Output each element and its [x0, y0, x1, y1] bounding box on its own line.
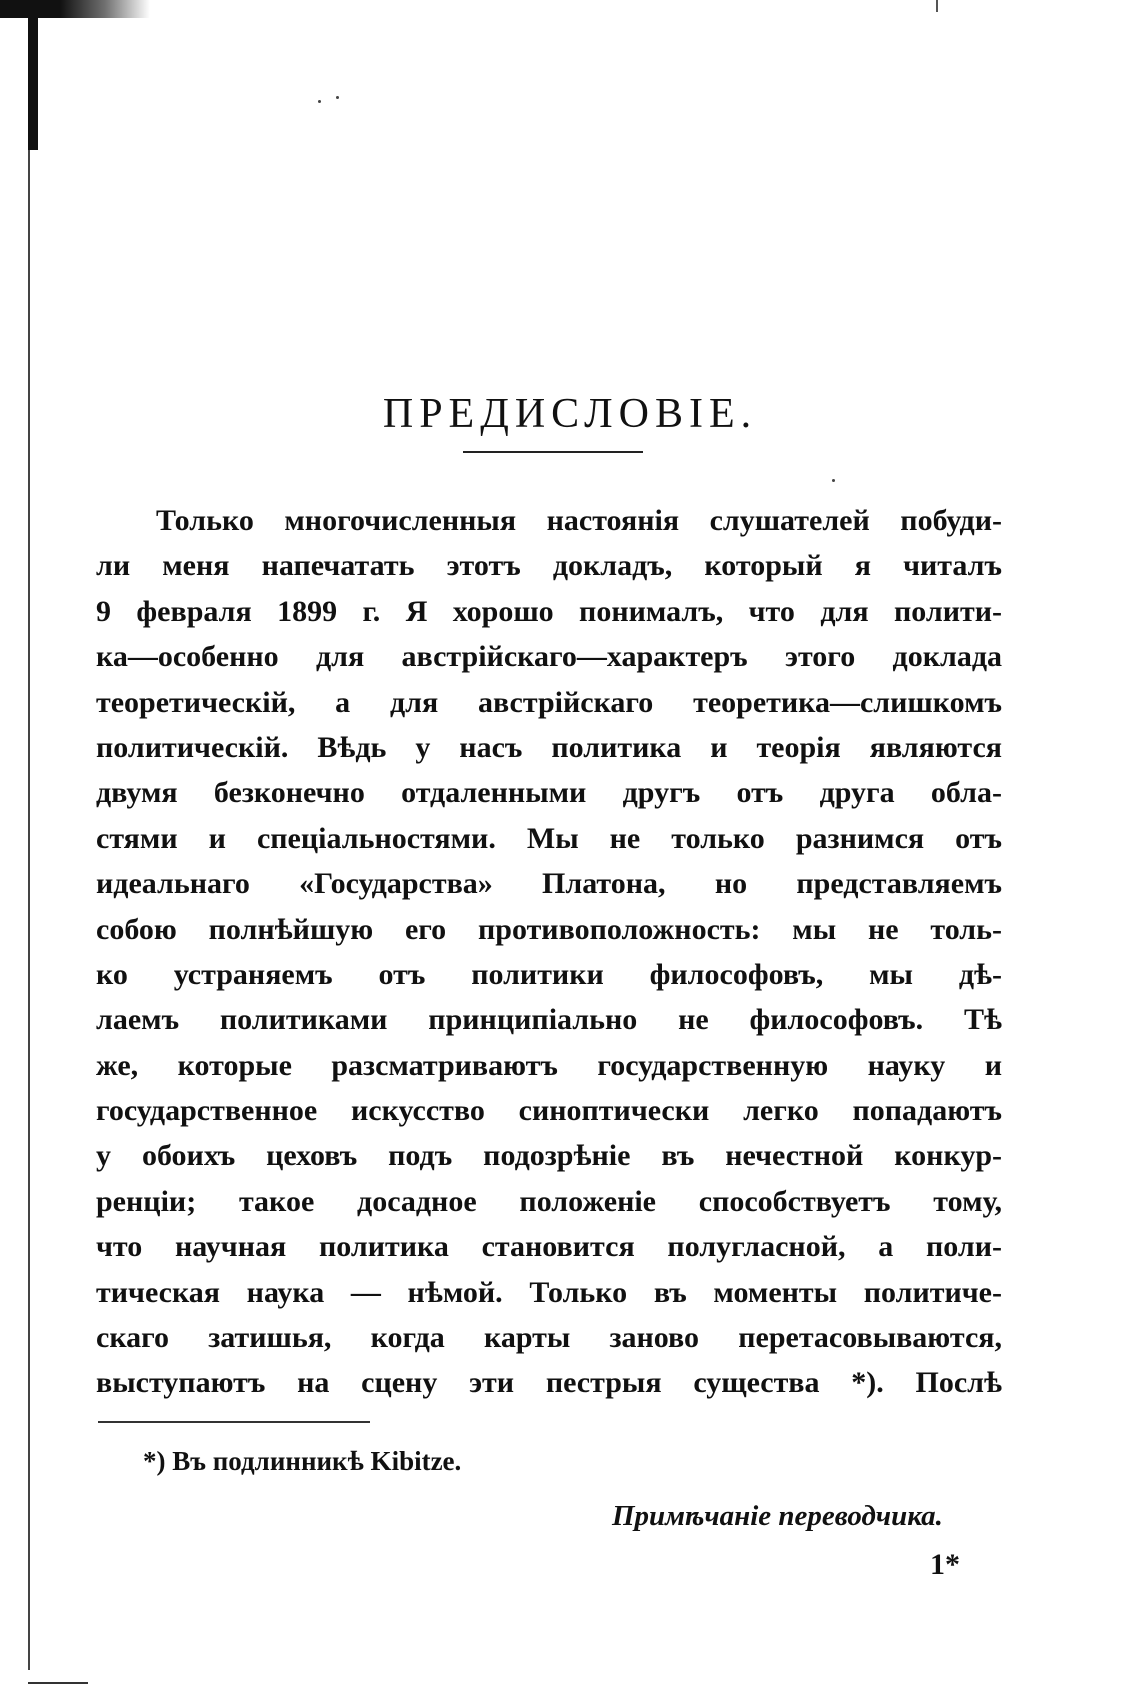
text-line: государственное искусство синоптически легко попадаютъ [96, 1094, 1002, 1128]
text-line: теоретическій, а для австрійскаго теоретика—слишкомъ [96, 685, 1002, 719]
scan-speck [336, 96, 339, 99]
page-title: ПРЕДИСЛОВІЕ. [382, 391, 758, 438]
page-signature: 1* [930, 1548, 960, 1581]
scan-edge-artifact [28, 10, 38, 150]
footnote: *) Въ подлинникѣ Kibitze. [143, 1446, 462, 1476]
text-line: у обоихъ цеховъ подъ подозрѣніе въ нечестной конкур- [96, 1139, 1002, 1173]
text-line: ка—особенно для австрійскаго—характеръ этого доклада [96, 640, 1002, 674]
text-line: ли меня напечатать этотъ докладъ, который я читалъ [96, 549, 1002, 583]
scan-edge-artifact [28, 1682, 88, 1684]
title-rule [463, 451, 643, 453]
text-line: ко устраняемъ отъ политики философовъ, мы дѣ- [96, 957, 1002, 991]
text-line: идеальнаго «Государства» Платона, но представляемъ [96, 867, 1002, 901]
text-line: ренціи; такое досадное положеніе способствуетъ тому, [96, 1184, 1002, 1218]
text-line: 9 февраля 1899 г. Я хорошо понималъ, что для полити- [96, 594, 1002, 628]
text-line: политическій. Вѣдь у насъ политика и теорія являются [96, 730, 1002, 764]
text-line: же, которые разсматриваютъ государственную науку и [96, 1048, 1002, 1082]
text-line: стями и спеціальностями. Мы не только разнимся отъ [96, 821, 1002, 855]
text-line: выступаютъ на сцену эти пестрыя существа *). Послѣ [96, 1366, 1002, 1400]
scan-edge-artifact [28, 150, 30, 1670]
text-line: собою полнѣйшую его противоположность: мы не толь- [96, 912, 1002, 946]
scan-speck [832, 479, 835, 482]
text-line: лаемъ политиками принципіально не философовъ. Тѣ [96, 1003, 1002, 1037]
scan-edge-artifact [0, 0, 150, 18]
text-line: скаго затишья, когда карты заново перетасовываются, [96, 1321, 1002, 1355]
scan-edge-artifact [936, 0, 938, 12]
footnote-rule [98, 1421, 370, 1423]
scan-speck [318, 100, 321, 103]
text-line: тическая наука — нѣмой. Только въ моменты политиче- [96, 1275, 1002, 1309]
body-text [96, 498, 1002, 1406]
text-line: Только многочисленныя настоянія слушателей побуди- [156, 504, 1002, 537]
text-line: двумя безконечно отдаленными другъ отъ друга обла- [96, 776, 1002, 810]
text-line: что научная политика становится полугласной, а поли- [96, 1230, 1002, 1264]
translator-note: Примѣчаніе переводчика. [612, 1500, 943, 1532]
